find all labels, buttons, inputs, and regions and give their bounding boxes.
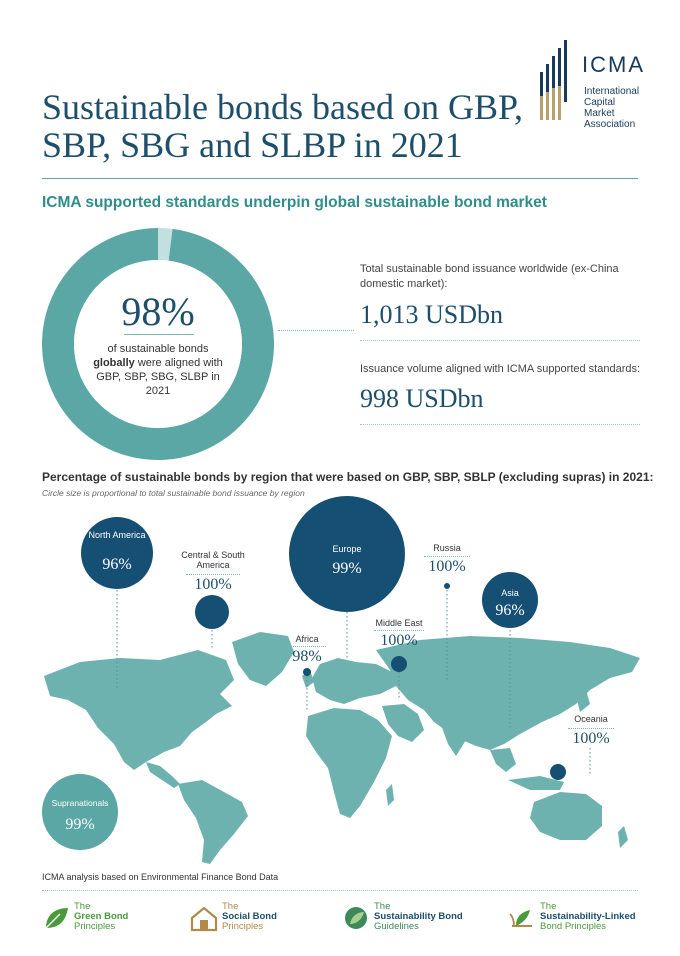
circle-oceania xyxy=(550,764,566,780)
region-middle-east-pct: 100% xyxy=(380,632,418,649)
pct-divider xyxy=(288,646,326,647)
circle-russia xyxy=(444,583,450,589)
aligned-issuance-label: Issuance volume aligned with ICMA supported standards: xyxy=(360,363,641,375)
region-central-south-america-name: Central & South America xyxy=(181,550,245,570)
page-subtitle: ICMA supported standards underpin global sustainable bond market xyxy=(42,194,547,211)
pr-line3: Principles xyxy=(74,921,116,932)
pr-line1: The xyxy=(374,901,391,912)
map-subheading: Circle size is proportional to total sustainable bond issuance by region xyxy=(42,488,305,498)
aligned-issuance-value: 998 USDbn xyxy=(360,384,484,413)
circle-middle-east xyxy=(391,656,407,672)
region-europe-pct: 99% xyxy=(332,560,362,577)
pr-line1: The xyxy=(74,901,91,912)
page-title: Sustainable bonds based on GBP, SBP, SBG and SLBP in 2021 xyxy=(42,87,523,165)
sustainability-linked-bond-text xyxy=(540,902,636,932)
logo-sub-line: Market xyxy=(584,108,615,119)
sprout-icon xyxy=(508,904,536,932)
logo-sub-line: International xyxy=(584,86,640,97)
total-issuance-label: Total sustainable bond issuance worldwide (ex-China domestic market): xyxy=(360,263,619,290)
pr-line3: Principles xyxy=(222,921,264,932)
pct-divider xyxy=(424,556,470,557)
pr-line3: Guidelines xyxy=(374,921,419,932)
map-heading: Percentage of sustainable bonds by region that were based on GBP, SBP, SBLP (excluding supras) in 2021: xyxy=(42,470,654,484)
region-africa-name: Africa xyxy=(295,634,319,644)
logo-wordmark: ICMA xyxy=(582,52,645,77)
social-bond-text xyxy=(222,902,277,932)
sustainability-bond-guidelines-logo xyxy=(342,900,482,940)
region-north-america-name: North America xyxy=(88,530,146,540)
region-supranationals-pct: 99% xyxy=(65,816,95,833)
donut-caption-post: were aligned with GBP, SBP, SBG, SLBP in 2021 xyxy=(96,357,223,397)
source-note: ICMA analysis based on Environmental Finance Bond Data xyxy=(42,872,279,882)
region-north-america-pct: 96% xyxy=(102,556,132,573)
donut-percentage: 98% xyxy=(121,289,195,334)
pr-line2: Green Bond xyxy=(74,911,129,922)
donut-caption-bold: globally xyxy=(93,357,135,369)
pct-divider xyxy=(374,630,424,631)
sustainability-bond-text xyxy=(374,902,463,932)
circle-supranationals xyxy=(42,774,118,850)
pr-line2: Sustainability-Linked xyxy=(540,911,636,922)
circle-africa xyxy=(303,668,311,676)
footer-divider xyxy=(42,890,638,891)
social-bond-principles-logo xyxy=(190,900,310,940)
house-icon xyxy=(190,904,218,932)
region-middle-east-name: Middle East xyxy=(375,618,423,628)
pr-line1: The xyxy=(540,901,557,912)
logo-sub-line: Association xyxy=(584,119,636,130)
region-oceania-pct: 100% xyxy=(572,730,610,747)
region-russia-pct: 100% xyxy=(428,558,466,575)
region-asia-pct: 96% xyxy=(495,602,525,619)
pr-line2: Sustainability Bond xyxy=(374,911,463,922)
pr-line2: Social Bond xyxy=(222,911,277,922)
circle-north-america xyxy=(81,517,153,589)
pct-divider xyxy=(186,574,240,575)
donut-caption-pre: of sustainable bonds xyxy=(107,343,209,355)
globe-leaf-icon xyxy=(342,904,370,932)
circle-central-south-america xyxy=(195,595,229,629)
green-bond-text xyxy=(74,902,128,932)
region-supranationals-name: Supranationals xyxy=(51,798,109,808)
green-bond-principles-logo xyxy=(42,900,162,940)
region-oceania-name: Oceania xyxy=(574,714,608,724)
region-africa-pct: 98% xyxy=(292,648,322,665)
total-issuance-value: 1,013 USDbn xyxy=(360,300,504,329)
leaf-icon xyxy=(42,904,70,932)
sustainability-linked-bond-principles-logo xyxy=(508,900,658,940)
pr-line1: The xyxy=(222,901,239,912)
region-europe-name: Europe xyxy=(332,544,362,554)
region-central-south-america-pct: 100% xyxy=(194,576,232,593)
logo-sub-line: Capital xyxy=(584,97,616,108)
pct-divider xyxy=(568,728,614,729)
region-russia-name: Russia xyxy=(433,543,461,553)
pr-line3: Bond Principles xyxy=(540,921,607,932)
circle-europe xyxy=(289,496,405,612)
region-asia-name: Asia xyxy=(501,588,519,598)
